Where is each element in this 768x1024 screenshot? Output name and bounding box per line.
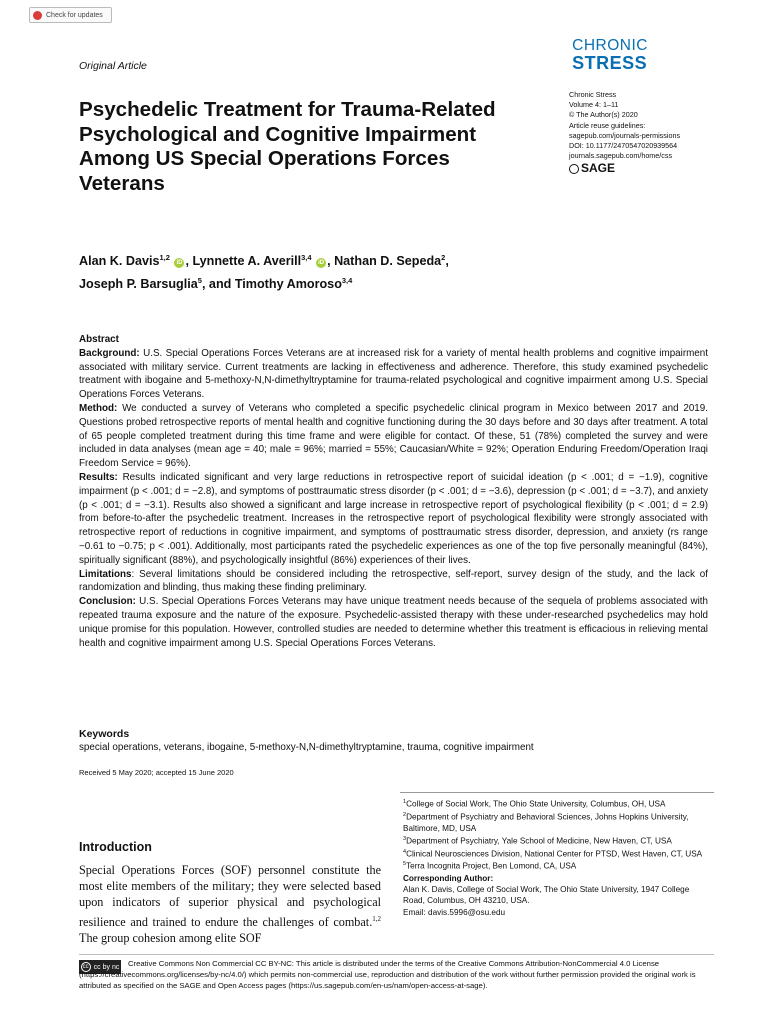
article-type: Original Article [79,60,147,72]
check-for-updates-badge[interactable] [29,7,112,23]
affiliation-item: $^3$Department of Psychiatry, Yale School of Medicine, New Haven, CT, USA [403,835,672,846]
sage-icon [569,164,579,174]
publisher-name: SAGE [581,161,616,176]
author-affiliation-ref: 3,4 [341,276,353,286]
author-affiliation-ref: 3,4 [301,253,312,262]
affiliation-item: $^4$Clinical Neurosciences Division, National Center for PTSD, West Haven, CT, USA [403,848,703,859]
author-list: Alan K. Davis$^{1,2}$ iD , Lynnette A. Averill$^{3,4}$ iD , Nathan D. Sepeda$^2$, Joseph P. Barsuglia$^5$, and Timothy Amoroso$^{3,4}$ [79,253,449,292]
author-name[interactable]: Lynnette A. Averill [192,254,302,269]
doi[interactable]: DOI: 10.1177/2470547020939564 [569,141,678,151]
abstract-background: Background: U.S. Special Operations Forces Veterans are at increased risk for a variety of mental health problems and cognitive impairment associated with military service. Current treatments are lacking in effectiveness and adherence. Therefore, this study examined psychedelic treatment with ibogaine and 5-methoxy-N,N-dimethyltryptamine for trauma-related psychological and cognitive impairment among U.S. Special Operations Forces Veterans. [79,347,708,401]
abstract-limitations: Limitations: Several limitations should be considered including the retrospective, self-report, survey design of the study, and the lack of randomization and blinding, thus making these finding preliminary. [79,568,708,594]
abstract-heading: Abstract [79,334,119,345]
license-text: Creative Commons Non Commercial CC BY-NC: This article is distributed under the terms of the Creative Commons Attribution-NonCommercial 4.0 License (https://creativecommons.org/licenses/by-nc/4.0/) which permits non-commercial use, reproduction and distribution of the work without further permission provided the original work is attributed as specified on the SAGE and Open Access pages (https://us.sagepub.com/en-us/nam/open-access-at-sage). [79,959,696,991]
reuse-link[interactable]: sagepub.com/journals-permissions [569,130,681,140]
introduction-text: Special Operations Forces (SOF) personnel constitute the most elite members of the military; they were selected based upon indicators of superior physical and psychological resilience and trained to endure the challenges of combat.$^{1,2}$ The group cohesion among elite SOF [79,863,381,945]
author-affiliation-ref: 2 [441,253,446,262]
introduction-heading: Introduction [79,840,152,854]
journal-meta [569,90,749,174]
cc-icon: cc [82,964,89,970]
abstract-conclusion: Conclusion: U.S. Special Operations Forces Veterans may have unique treatment needs because of the sequela of problems associated with repeated trauma exposure and the nature of the exposure. Psychedelic-assisted therapy with these under-researched psychedelics may hold unique promise for this population. However, controlled studies are needed to determine whether this treatment is efficacious in relieving mental health and cognitive impairment among U.S. Special Operations Forces Veterans. [79,596,708,649]
author-name[interactable]: Nathan D. Sepeda [334,254,442,269]
author-affiliation-ref: 5 [197,276,202,286]
corresponding-author-heading: Corresponding Author: [403,874,494,884]
orcid-icon[interactable]: iD [176,260,183,267]
orcid-icon[interactable]: iD [318,260,325,267]
journal-logo-line1: CHRONIC [572,37,648,54]
affiliations-divider [400,792,714,793]
corresponding-author-email[interactable]: Email: davis.5996@osu.edu [403,907,506,917]
citation-ref[interactable]: 1,2 [372,914,381,923]
journal-volume: Volume 4: 1–11 [569,100,619,110]
license-divider [79,954,714,955]
affiliations [403,797,713,918]
author-affiliation-ref: 1,2 [159,253,170,262]
copyright: © The Author(s) 2020 [569,110,638,120]
received-dates: Received 5 May 2020; accepted 15 June 2020 [79,768,234,777]
check-for-updates-label: Check for updates [46,11,103,19]
article-title: Psychedelic Treatment for Trauma-Related Psychological and Cognitive Impairment Among US Special Operations Forces Veterans [79,98,496,195]
reuse-guidelines: Article reuse guidelines: [569,120,646,130]
publisher-logo [569,161,749,176]
keywords-list: special operations, veterans, ibogaine, 5-methoxy-N,N-dimethyltryptamine, trauma, cognitive impairment [79,742,534,753]
journal-logo [572,38,648,72]
corresponding-author-address: Alan K. Davis, College of Social Work, The Ohio State University, 1947 College Road, Columbus, OH 43210, USA. [403,885,690,906]
update-icon [33,11,42,20]
abstract [79,333,708,650]
keywords-heading: Keywords [79,728,130,740]
journal-name: Chronic Stress [569,90,617,99]
abstract-method: Method: We conducted a survey of Veterans who completed a specific psychedelic clinical program in Mexico between 2017 and 2019. Questions probed retrospective reports of mental health and cognitive functioning during the 30 days before and 30 days after treatment. A total of 65 people completed treatment during this time frame and were eligible for contact. Of these, 51 (78%) completed the survey and were included in data analyses (mean age = 40; male = 96%; married = 55%; Caucasian/White = 92%; Operation Enduring Freedom/Operation Iraqi Freedom Service = 96%). [79,402,708,470]
cc-badge-label: cc by nc [93,963,120,971]
affiliation-item: $^5$Terra Incognita Project, Ben Lomond, CA, USA [403,861,577,872]
author-name[interactable]: Joseph P. Barsuglia [79,277,198,292]
affiliation-item: $^1$College of Social Work, The Ohio State University, Columbus, OH, USA [403,799,666,809]
abstract-results: Results: Results indicated significant and very large reductions in retrospective report of suicidal ideation (p < .001; d = −1.9), cognitive impairment (p < .001; d = −2.8), and symptoms of posttraumatic stress disorder (p < .001; d = −3.6), depression (p < .001; d = −3.7), and anxiety (p < .001; d = −3.1). Results also showed a significant and large increase in retrospective report of psychological flexibility (p < .001; d = 2.9) from before-to-after the psychedelic treatment. Increases in the retrospective report of psychological flexibility were strongly associated with retrospective report of reductions in cognitive impairment, and symptoms of posttraumatic stress disorder, depression, and anxiety (rs range −0.61 to −0.75; p < .001). Additionally, most participants rated the psychedelic experiences as one of the top five personally meaningful (84%), spiritually significant (88%), and psychologically insightful (86%) experiences of their lives. [79,471,708,566]
journal-logo-line2: STRESS [572,52,648,73]
author-name[interactable]: Alan K. Davis [79,254,160,269]
journal-link[interactable]: journals.sagepub.com/home/css [569,151,673,161]
author-name[interactable]: Timothy Amoroso [234,277,342,292]
affiliation-item: $^2$Department of Psychiatry and Behavioral Sciences, Johns Hopkins University, Baltimore, MD, USA [403,811,689,833]
